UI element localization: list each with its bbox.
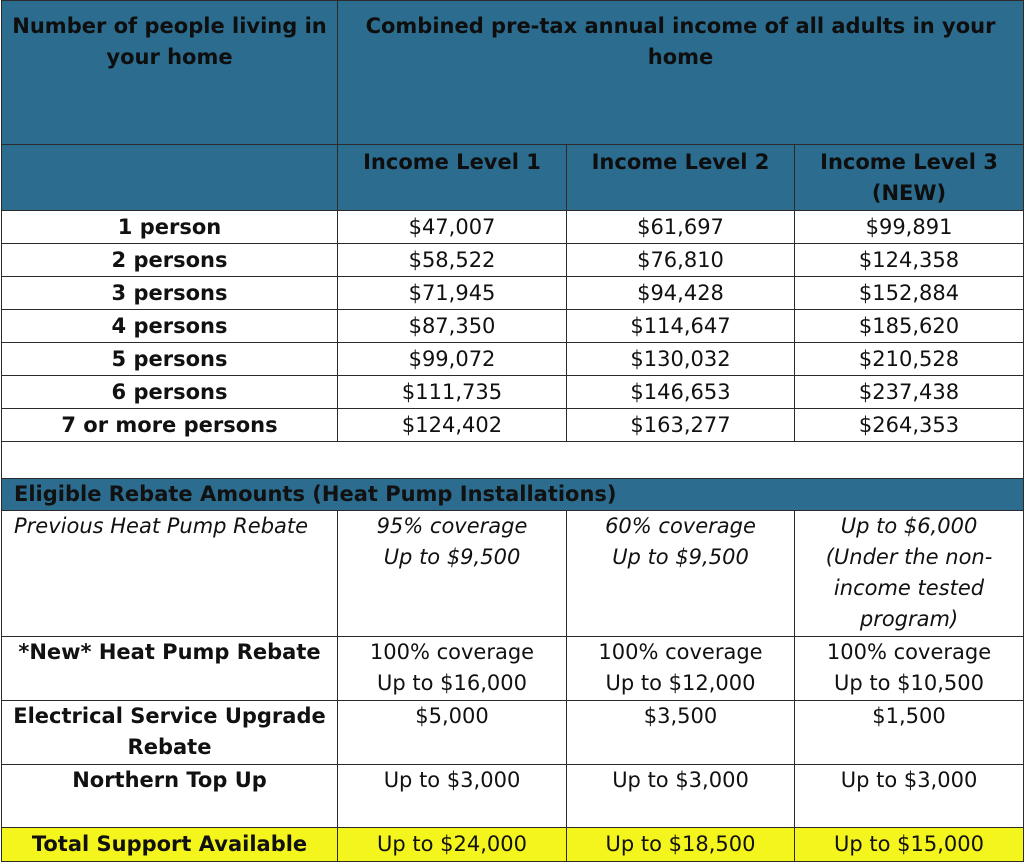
- spacer-cell: [2, 442, 1024, 479]
- coverage-text: 60% coverage: [605, 514, 756, 538]
- household-size: 7 or more persons: [2, 409, 338, 442]
- coverage-text: 100% coverage: [826, 640, 992, 664]
- label-line: Electrical Service Upgrade: [13, 704, 326, 728]
- new-rebate-level-1: [338, 637, 567, 701]
- income-level-1-value: $124,402: [338, 409, 567, 442]
- amount-text: Up to $10,500: [834, 671, 984, 695]
- income-row: [2, 409, 1024, 442]
- northern-top-up-level-1: Up to $3,000: [338, 765, 567, 828]
- income-level-3-value: $264,353: [795, 409, 1024, 442]
- total-support-label: Total Support Available: [2, 828, 338, 862]
- amount-text: Up to $9,500: [383, 545, 521, 569]
- income-level-1-value: $58,522: [338, 244, 567, 277]
- income-level-2-value: $94,428: [567, 277, 795, 310]
- income-level-3-value: $152,884: [795, 277, 1024, 310]
- electrical-rebate-label: [2, 701, 338, 765]
- household-size: 6 persons: [2, 376, 338, 409]
- household-size-header: Number of people living in your home: [2, 1, 338, 145]
- amount-text: Up to $6,000: [840, 514, 978, 538]
- income-level-header-row: [2, 145, 1024, 211]
- spacer-row: [2, 442, 1024, 479]
- new-tag: (NEW): [871, 181, 947, 205]
- coverage-text: 100% coverage: [598, 640, 763, 664]
- income-level-2-value: $114,647: [567, 310, 795, 343]
- note-text: income tested: [833, 576, 985, 600]
- total-support-level-3: Up to $15,000: [795, 828, 1024, 862]
- electrical-rebate-level-2: $3,500: [567, 701, 795, 765]
- northern-top-up-label: Northern Top Up: [2, 765, 338, 828]
- label-line: Rebate: [127, 735, 212, 759]
- income-level-3-header: [795, 145, 1024, 211]
- household-size: 1 person: [2, 211, 338, 244]
- income-level-1-value: $111,735: [338, 376, 567, 409]
- coverage-text: 95% coverage: [376, 514, 528, 538]
- income-row: [2, 343, 1024, 376]
- new-rebate-level-3: [795, 637, 1024, 701]
- northern-top-up-level-2: Up to $3,000: [567, 765, 795, 828]
- income-level-3-value: $99,891: [795, 211, 1024, 244]
- header-row: [2, 1, 1024, 145]
- electrical-rebate-level-1: $5,000: [338, 701, 567, 765]
- income-level-1-value: $87,350: [338, 310, 567, 343]
- income-row: [2, 376, 1024, 409]
- income-level-2-value: $146,653: [567, 376, 795, 409]
- income-level-3-value: $237,438: [795, 376, 1024, 409]
- rebate-section-row: [2, 479, 1024, 511]
- income-level-2-value: $76,810: [567, 244, 795, 277]
- new-rebate-row: [2, 637, 1024, 701]
- previous-rebate-level-3: [795, 511, 1024, 637]
- income-level-2-value: $163,277: [567, 409, 795, 442]
- total-support-level-2: Up to $18,500: [567, 828, 795, 862]
- income-level-1-header: Income Level 1: [338, 145, 567, 211]
- note-text: program): [859, 607, 959, 631]
- new-rebate-label: *New* Heat Pump Rebate: [2, 637, 338, 701]
- income-row: [2, 310, 1024, 343]
- amount-text: Up to $12,000: [605, 671, 756, 695]
- rebate-table: [1, 0, 1024, 862]
- rebate-section-title: Eligible Rebate Amounts (Heat Pump Installations): [2, 479, 1024, 511]
- new-rebate-level-2: [567, 637, 795, 701]
- income-level-3-value: $185,620: [795, 310, 1024, 343]
- income-row: [2, 244, 1024, 277]
- note-text: (Under the non-: [825, 545, 993, 569]
- electrical-rebate-level-3: $1,500: [795, 701, 1024, 765]
- previous-rebate-row: [2, 511, 1024, 637]
- amount-text: Up to $9,500: [612, 545, 749, 569]
- income-header: Combined pre-tax annual income of all adults in your home: [338, 1, 1024, 145]
- income-level-1-value: $47,007: [338, 211, 567, 244]
- empty-header-cell: [2, 145, 338, 211]
- amount-text: Up to $16,000: [377, 671, 527, 695]
- income-level-1-value: $99,072: [338, 343, 567, 376]
- income-level-2-value: $61,697: [567, 211, 795, 244]
- previous-rebate-label: Previous Heat Pump Rebate: [2, 511, 338, 637]
- previous-rebate-level-1: [338, 511, 567, 637]
- northern-top-up-level-3: Up to $3,000: [795, 765, 1024, 828]
- household-size: 2 persons: [2, 244, 338, 277]
- coverage-text: 100% coverage: [369, 640, 535, 664]
- income-level-2-header: Income Level 2: [567, 145, 795, 211]
- income-level-3-label: Income Level 3: [820, 150, 998, 174]
- previous-rebate-level-2: [567, 511, 795, 637]
- income-level-2-value: $130,032: [567, 343, 795, 376]
- income-level-1-value: $71,945: [338, 277, 567, 310]
- total-support-level-1: Up to $24,000: [338, 828, 567, 862]
- income-row: [2, 277, 1024, 310]
- household-size: 3 persons: [2, 277, 338, 310]
- northern-top-up-row: [2, 765, 1024, 828]
- electrical-rebate-row: [2, 701, 1024, 765]
- income-level-3-value: $124,358: [795, 244, 1024, 277]
- household-size: 5 persons: [2, 343, 338, 376]
- household-size: 4 persons: [2, 310, 338, 343]
- income-row: [2, 211, 1024, 244]
- total-support-row: [2, 828, 1024, 862]
- income-level-3-value: $210,528: [795, 343, 1024, 376]
